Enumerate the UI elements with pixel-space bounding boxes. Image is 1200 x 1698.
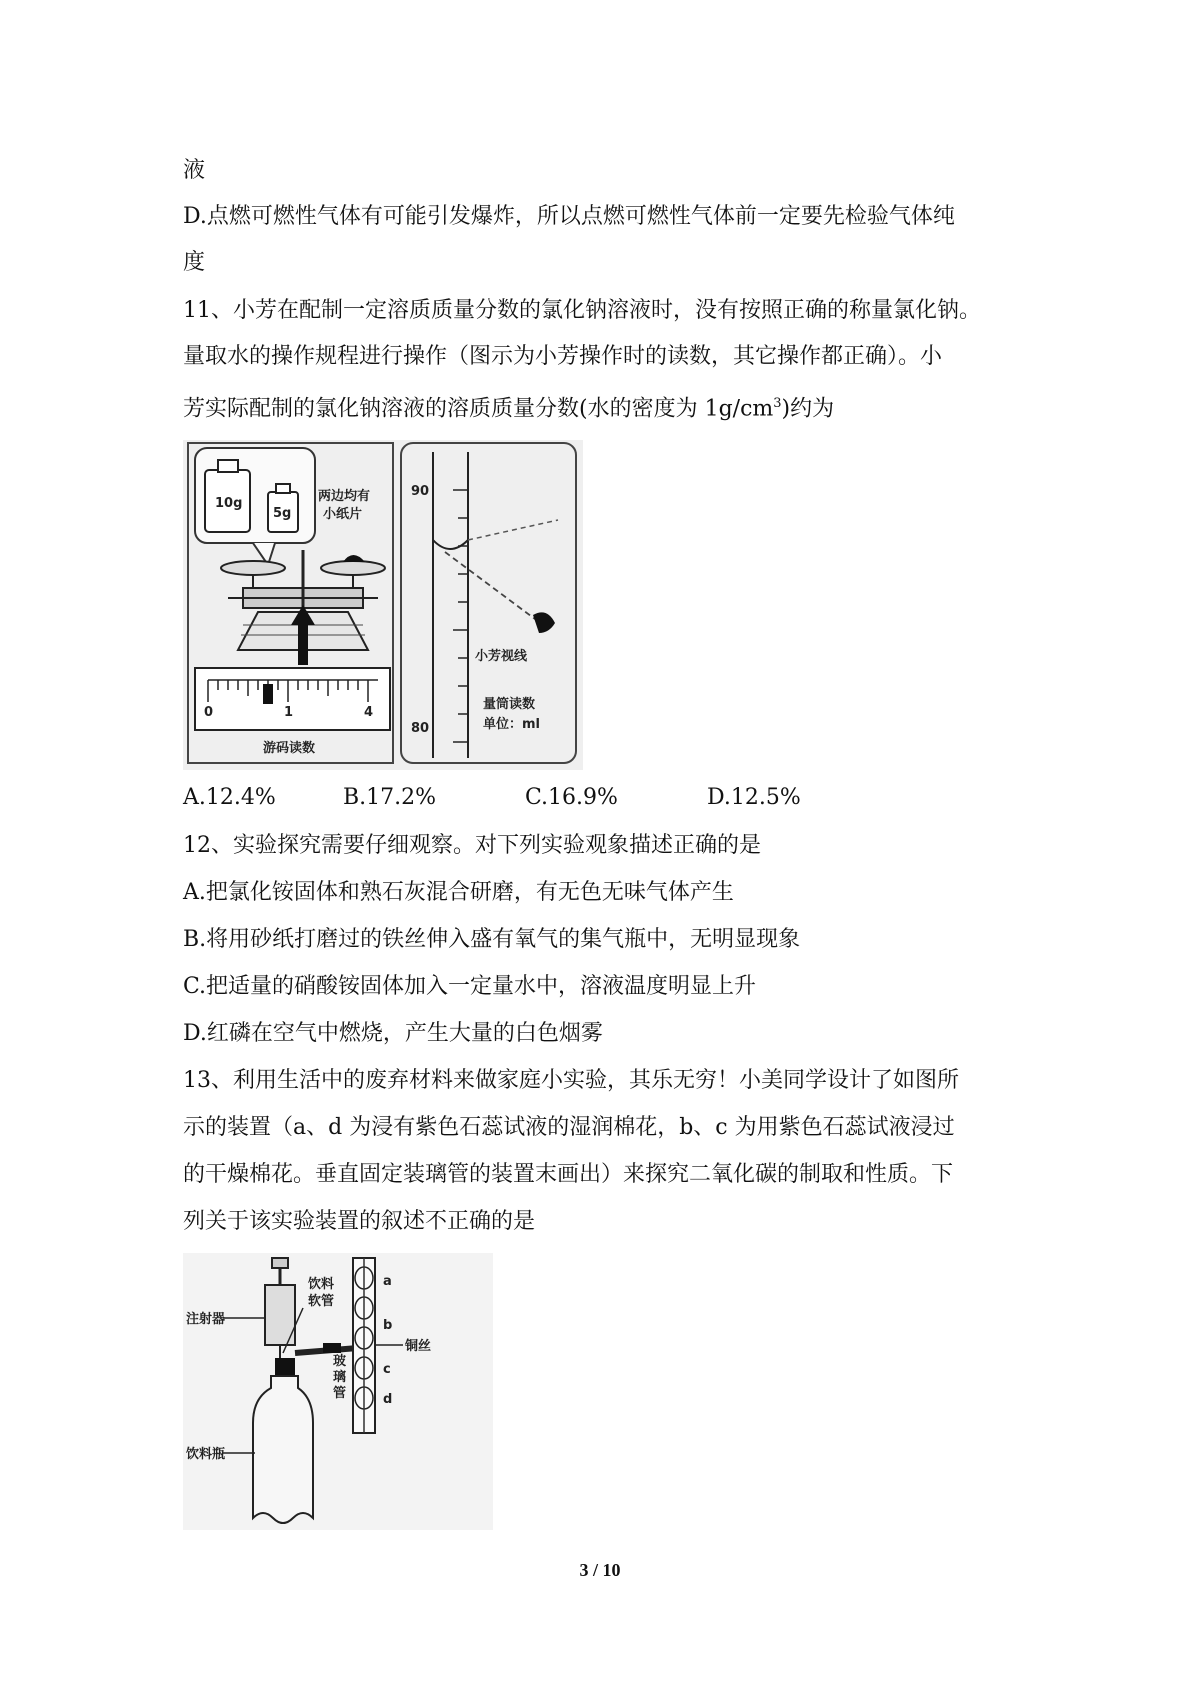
cylinder-caption-2: 单位：ml xyxy=(483,717,541,732)
figure-co2-apparatus xyxy=(183,1253,493,1530)
plunger-head xyxy=(272,1258,288,1268)
cylinder-graduations xyxy=(453,490,468,742)
weight-10g-label: 10g xyxy=(215,496,243,511)
weight-5g-label: 5g xyxy=(273,506,292,521)
label-b: b xyxy=(383,1318,393,1333)
rider-scale-label: 游码读数 xyxy=(263,741,316,756)
wire-label: 铜丝 xyxy=(405,1339,432,1354)
label-c: c xyxy=(383,1362,391,1377)
sight-line xyxy=(445,552,543,625)
tick-label-4: 4 xyxy=(364,705,374,720)
arrow-shaft xyxy=(298,620,308,665)
cylinder-mark-80: 80 xyxy=(411,721,430,736)
question-11-stem: 量取水的操作规程进行操作（图示为小芳操作时的读数，其它操作都正确）。小 xyxy=(183,344,943,369)
drink-bottle xyxy=(253,1376,313,1523)
question-12-option-a: A.把氯化铵固体和熟石灰混合研磨，有无色无味气体产生 xyxy=(183,880,734,905)
question-11-stem xyxy=(183,389,1028,424)
option-a: A.12.4% xyxy=(183,785,276,810)
cylinder-mark-90: 90 xyxy=(411,484,430,499)
rider-scale-box xyxy=(195,668,390,730)
text-span: )约为 xyxy=(781,396,835,422)
text-line: 液 xyxy=(183,158,206,183)
eye-icon xyxy=(533,612,555,633)
weight-10g-knob xyxy=(218,460,238,472)
question-13-stem: 示的装置（a、d 为浸有紫色石蕊试液的湿润棉花，b、c 为用紫色石蕊试液浸过 xyxy=(183,1115,955,1140)
glass-label-1: 玻 xyxy=(333,1354,347,1369)
meniscus xyxy=(433,540,468,549)
figure-balance-cylinder xyxy=(183,440,583,770)
left-pan xyxy=(221,561,285,575)
tick-label-0: 0 xyxy=(204,705,214,720)
question-12-stem: 12、实验探究需要仔细观察。对下列实验观象描述正确的是 xyxy=(183,833,761,858)
question-12-option-c: C.把适量的硝酸铵固体加入一定量水中，溶液温度明显上升 xyxy=(183,974,757,999)
level-line xyxy=(468,520,558,540)
option-d-q10: D.点燃可燃性气体有可能引发爆炸，所以点燃可燃性气体前一定要先检验气体纯 xyxy=(183,204,955,229)
sight-label: 小芳视线 xyxy=(475,649,528,664)
label-a: a xyxy=(383,1274,392,1289)
note-line-2: 小纸片 xyxy=(323,507,363,522)
question-12-option-d: D.红磷在空气中燃烧，产生大量的白色烟雾 xyxy=(183,1021,603,1046)
tick-label-1: 1 xyxy=(284,705,294,720)
question-13-stem: 13、利用生活中的废弃材料来做家庭小实验，其乐无穷！小美同学设计了如图所 xyxy=(183,1068,959,1093)
right-pan xyxy=(321,561,385,575)
tube-label-1: 饮料 xyxy=(308,1277,335,1292)
question-13-stem: 的干燥棉花。垂直固定装璃管的装置末画出）来探究二氧化碳的制取和性质。下 xyxy=(183,1162,954,1187)
bottle-label: 饮料瓶 xyxy=(186,1447,226,1462)
text-span: 芳实际配制的氯化钠溶液的溶质质量分数(水的密度为 1g/cm xyxy=(183,396,774,422)
tube-label-2: 软管 xyxy=(308,1294,335,1309)
cylinder-caption-1: 量筒读数 xyxy=(483,697,536,712)
question-11-stem: 11、小芳在配制一定溶质质量分数的氯化钠溶液时，没有按照正确的称量氯化钠。 xyxy=(183,298,981,323)
question-13-stem: 列关于该实验装置的叙述不正确的是 xyxy=(183,1209,536,1234)
weight-5g-knob xyxy=(276,484,290,493)
sample-on-pan xyxy=(343,555,365,562)
question-12-option-b: B.将用砂纸打磨过的铁丝伸入盛有氧气的集气瓶中，无明显现象 xyxy=(183,927,801,952)
label-d: d xyxy=(383,1392,393,1407)
option-b: B.17.2% xyxy=(343,785,437,810)
syringe-label: 注射器 xyxy=(186,1312,226,1327)
option-c: C.16.9% xyxy=(525,785,618,810)
superscript: 3 xyxy=(773,396,782,411)
bottle-cap xyxy=(275,1358,295,1376)
figure-balance-cylinder-svg xyxy=(183,440,583,770)
page-number: 3 / 10 xyxy=(579,1560,621,1580)
glass-label-2: 璃 xyxy=(333,1370,347,1385)
text-line: 度 xyxy=(183,250,206,275)
figure-co2-apparatus-svg xyxy=(183,1253,493,1530)
glass-label-3: 管 xyxy=(333,1386,347,1401)
note-line-1: 两边均有 xyxy=(318,489,371,504)
option-d: D.12.5% xyxy=(707,785,801,810)
rider xyxy=(263,684,273,704)
